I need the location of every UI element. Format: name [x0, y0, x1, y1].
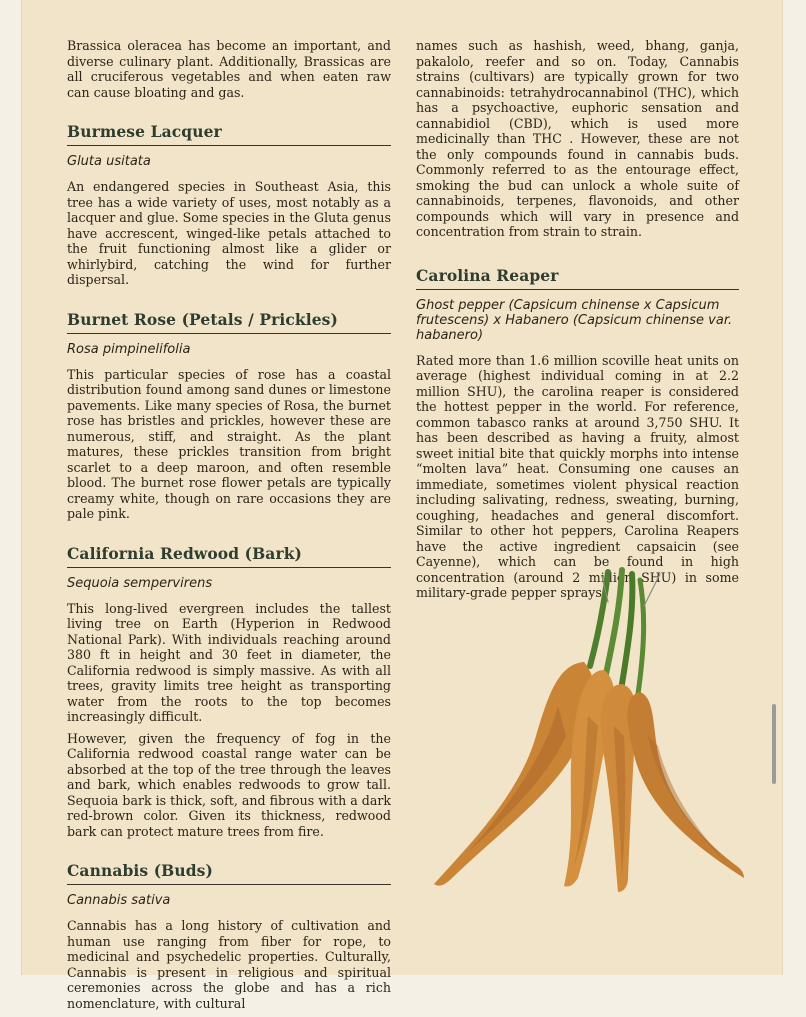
- right-column: [416, 38, 739, 607]
- stem: [622, 574, 632, 684]
- entry-paragraph: This long-lived evergreen includes the tallest living tree on Earth (Hyperion in Redwood National Park). With individuals reaching around 380 ft in height and 30 feet in diameter, the California redwood is simply massive. As with all trees, gravity limits tree height as transporting water from the roots to the top becomes increasingly difficult.: [67, 600, 391, 724]
- entry-latin-name: Rosa pimpinelifolia: [67, 341, 191, 357]
- left-column: [67, 38, 391, 1017]
- carolina-reaper-peppers-illustration: [408, 566, 748, 896]
- entry-paragraph: Cannabis has a long history of cultivation and human use ranging from fiber for rope, to medicinal and psychedelic properties. Culturally, Cannabis is present in religious and spiritual ceremonies across the globe and has a rich nomenclature, with cultural: [67, 918, 391, 1011]
- entry-latin-name: Gluta usitata: [67, 154, 151, 169]
- entry-latin-name: Cannabis sativa: [67, 893, 171, 908]
- entry-paragraph: Rated more than 1.6 million scoville heat units on average (highest individual coming in at 2.2 million SHU), the carolina reaper is considered the hottest pepper in the world. For reference, common tabasco ranks at around 3,750 SHU. It has been described as having a fruity, almost sweet initial bite that quickly morphs into intense “molten lava” heat. Consuming one causes an immediate, sometimes violent physical reaction including salivating, redness, sweating, burning, coughing, headaches and general discomfort. Similar to other hot peppers, Carolina Reapers have the active ingredient capsaicin (see Cayenne), which can be found in high concentration (around 2 million SHU) in some military-grade pepper sprays.: [416, 352, 739, 600]
- scrollbar[interactable]: [772, 704, 776, 784]
- pepper: [628, 692, 745, 878]
- stem: [590, 572, 608, 666]
- entry-paragraph: However, given the frequency of fog in the California redwood coastal range water can be absorbed at the top of the tree through the leaves and bark, which enables redwoods to grow tall. Sequoia bark is thick, soft, and fibrous with a dark red-brown color. Given its thickness, redwood bark can protect mature trees from fire.: [67, 730, 391, 839]
- continued-paragraph: names such as hashish, weed, bhang, ganja, pakalolo, reefer and so on. Today, Cannabis strains (cultivars) are typically grown for two cannabinoids: tetrahydrocannabinol (THC), which has a psychoactive, euphoric sensation and cannabidiol (CBD), which is used more medicinally than THC . However, these are not the only compounds found in cannabis buds. Commonly referred to as the entourage effect, smoking the bud can unlock a whole suite of cannabinoids, terpenes, flavonoids, and other compounds which will vary in presence and concentration from strain to strain.: [416, 38, 739, 239]
- entry-burnet-rose: [67, 310, 391, 522]
- entry-title: Burnet Rose (Petals / Prickles): [67, 310, 391, 334]
- entry-latin-name: Ghost pepper (Capsicum chinense x Capsicum frutescens) x Habanero (Capsicum chinense var. habanero): [416, 297, 733, 343]
- entry-latin-name: Sequoia sempervirens: [67, 575, 213, 591]
- entry-title: Burmese Lacquer: [67, 122, 391, 146]
- entry-burmese-lacquer: [67, 122, 391, 288]
- entry-california-redwood: [67, 544, 391, 840]
- entry-paragraph: This particular species of rose has a coastal distribution found among sand dunes or limestone pavements. Like many species of Rosa, the burnet rose has bristles and prickles, however these are numerous, stiff, and straight. As the plant matures, these prickles transition from bright scarlet to a deep maroon, and often resemble blood. The burnet rose flower petals are typically creamy white, though on rare occasions they are pale pink.: [67, 366, 391, 521]
- stem-dried: [644, 574, 660, 606]
- entry-title: Cannabis (Buds): [67, 861, 391, 885]
- entry-paragraph: An endangered species in Southeast Asia, this tree has a wide variety of uses, most notably as a lacquer and glue. Some species in the Gluta genus have accrescent, winged-like petals attached to the fruit functioning almost like a glider or whirlybird, catching the wind for further dispersal.: [67, 179, 391, 287]
- peppers: [434, 662, 744, 892]
- entry-cannabis: [67, 861, 391, 1011]
- intro-paragraph: Brassica oleracea has become an important, and diverse culinary plant. Additionally, Brassicas are all cruciferous vegetables and when eaten raw can cause bloating and gas.: [67, 38, 391, 100]
- entry-carolina-reaper: [416, 266, 739, 601]
- entry-title: California Redwood (Bark): [67, 544, 391, 568]
- entry-title: Carolina Reaper: [416, 266, 739, 290]
- stem: [638, 580, 644, 694]
